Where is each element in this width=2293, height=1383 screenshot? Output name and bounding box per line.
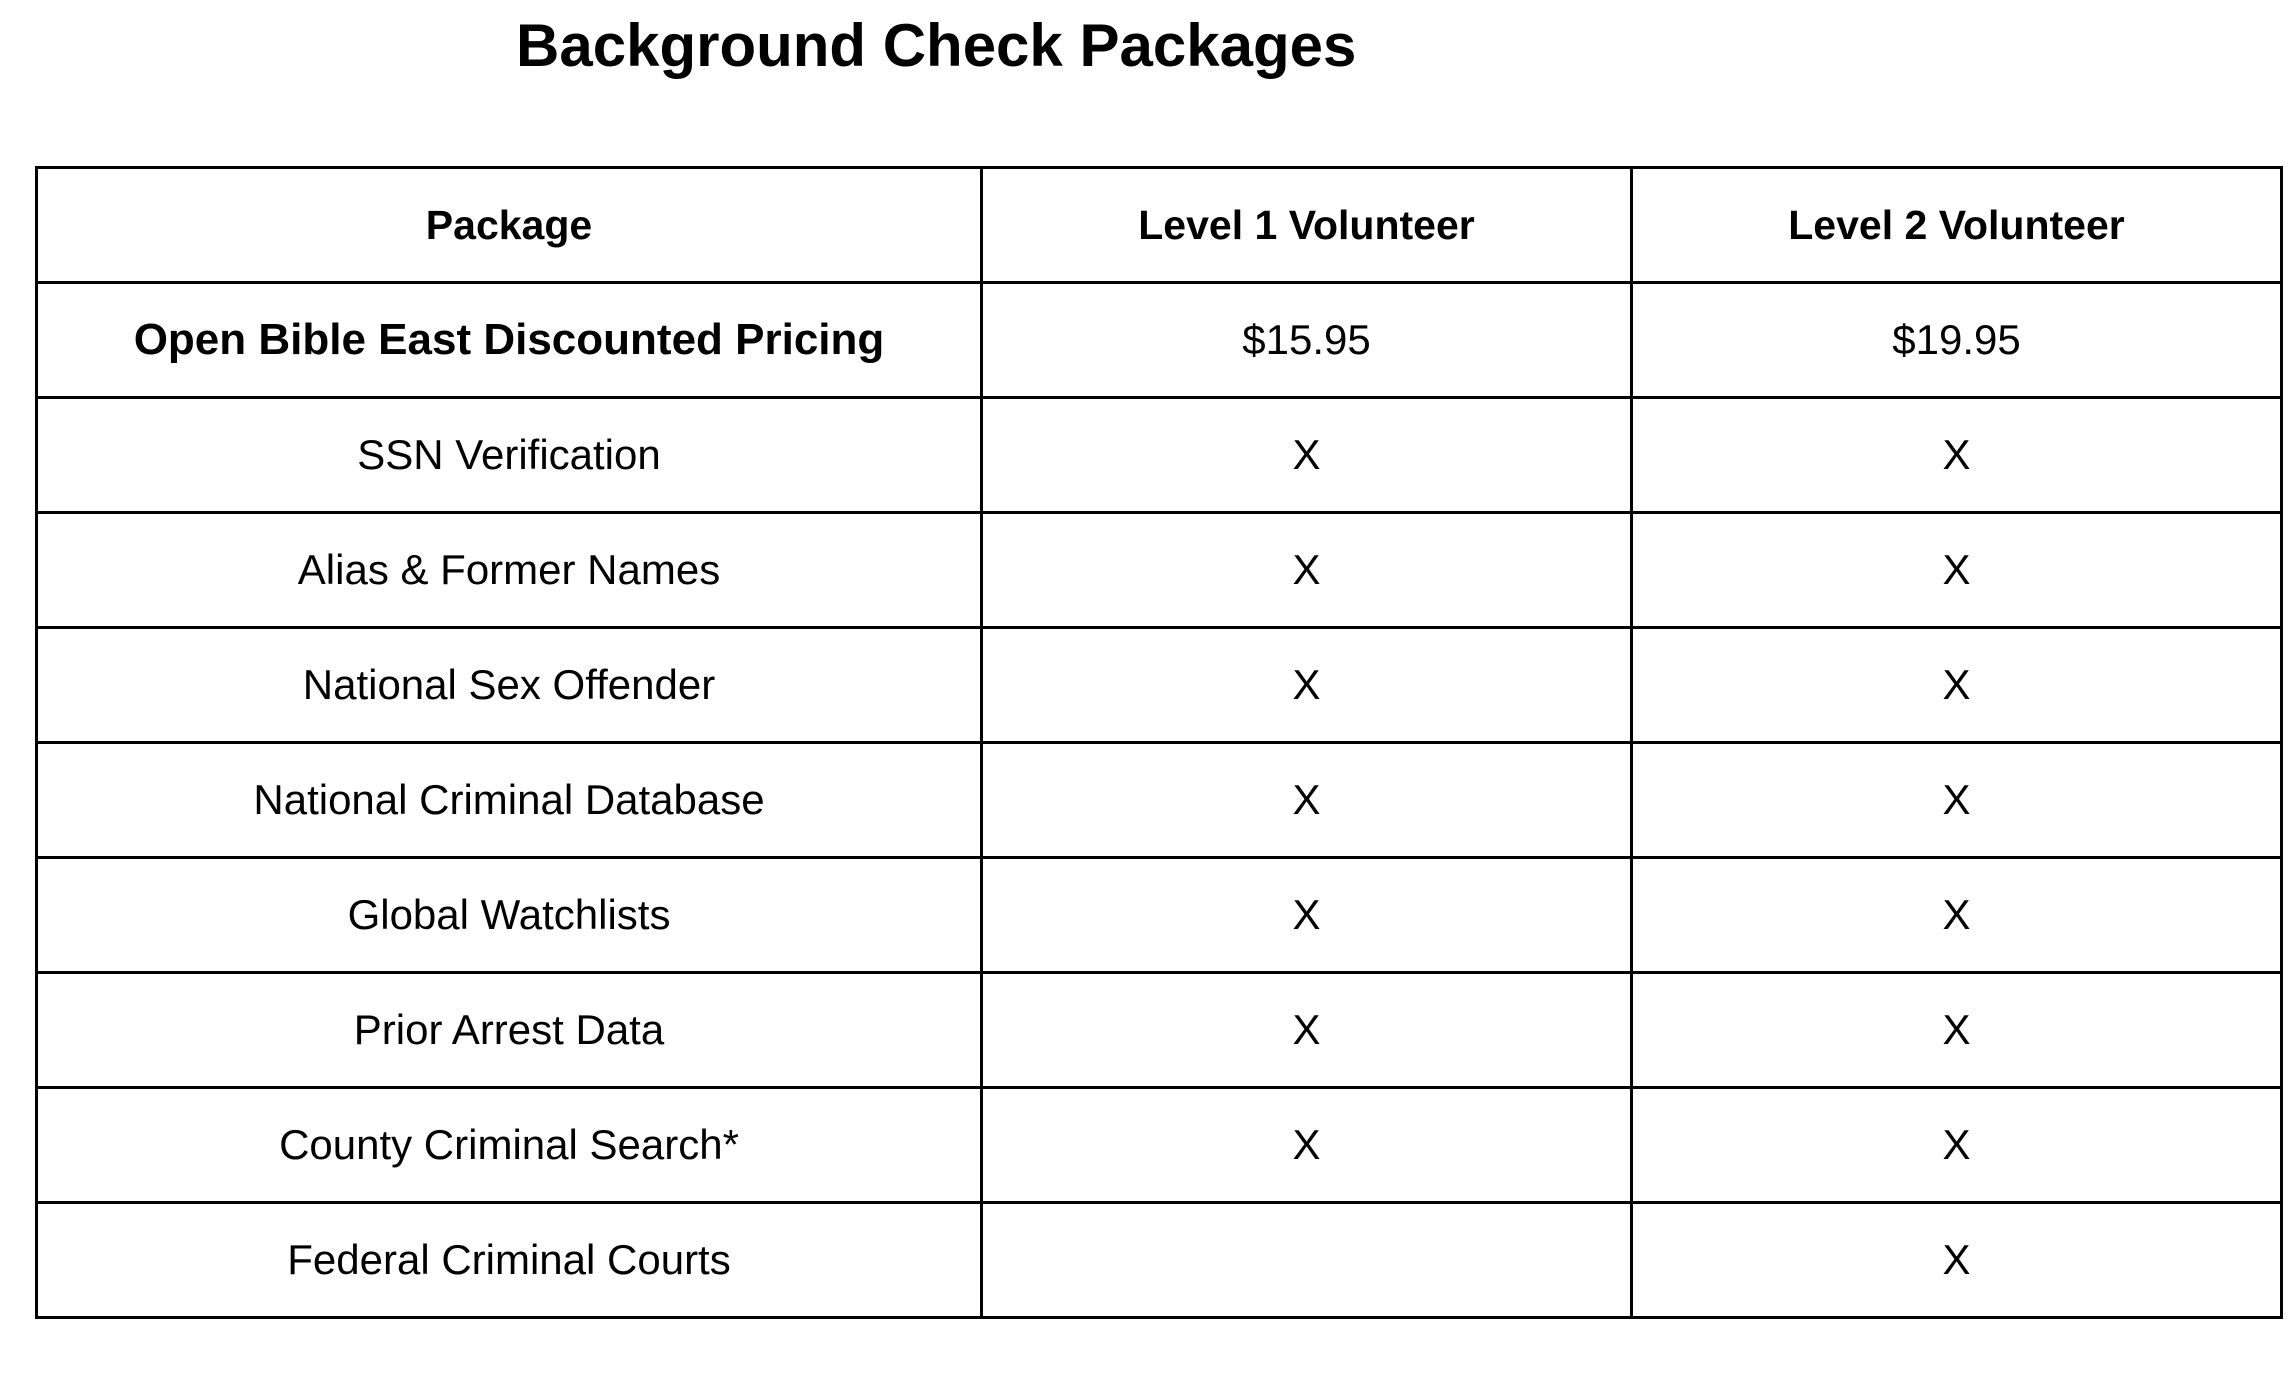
level-2-check: X: [1632, 1203, 2282, 1318]
table-row: [37, 858, 2282, 973]
price-level-1: $15.95: [982, 283, 1632, 398]
header-package: Package: [37, 168, 982, 283]
table-row: [37, 628, 2282, 743]
row-label: SSN Verification: [37, 398, 982, 513]
row-label: Prior Arrest Data: [37, 973, 982, 1088]
level-2-check: X: [1632, 398, 2282, 513]
level-1-check: X: [982, 858, 1632, 973]
pricing-row: [37, 283, 2282, 398]
level-1-check: X: [982, 398, 1632, 513]
price-level-2: $19.95: [1632, 283, 2282, 398]
level-1-check: X: [982, 628, 1632, 743]
page-title: Background Check Packages: [516, 12, 1357, 79]
level-1-check: [982, 1203, 1632, 1318]
header-level-2: Level 2 Volunteer: [1632, 168, 2282, 283]
header-level-1: Level 1 Volunteer: [982, 168, 1632, 283]
level-2-check: X: [1632, 743, 2282, 858]
row-label: County Criminal Search*: [37, 1088, 982, 1203]
table-row: [37, 973, 2282, 1088]
level-2-check: X: [1632, 973, 2282, 1088]
level-1-check: X: [982, 743, 1632, 858]
pricing-label: Open Bible East Discounted Pricing: [37, 283, 982, 398]
level-2-check: X: [1632, 1088, 2282, 1203]
table-row: [37, 1203, 2282, 1318]
row-label: National Criminal Database: [37, 743, 982, 858]
level-2-check: X: [1632, 858, 2282, 973]
row-label: Alias & Former Names: [37, 513, 982, 628]
table-row: [37, 743, 2282, 858]
packages-table: [35, 166, 2283, 1319]
level-2-check: X: [1632, 513, 2282, 628]
row-label: Global Watchlists: [37, 858, 982, 973]
table-row: [37, 398, 2282, 513]
row-label: Federal Criminal Courts: [37, 1203, 982, 1318]
level-1-check: X: [982, 973, 1632, 1088]
row-label: National Sex Offender: [37, 628, 982, 743]
table-row: [37, 513, 2282, 628]
level-1-check: X: [982, 1088, 1632, 1203]
level-1-check: X: [982, 513, 1632, 628]
table-header-row: [37, 168, 2282, 283]
table-row: [37, 1088, 2282, 1203]
level-2-check: X: [1632, 628, 2282, 743]
